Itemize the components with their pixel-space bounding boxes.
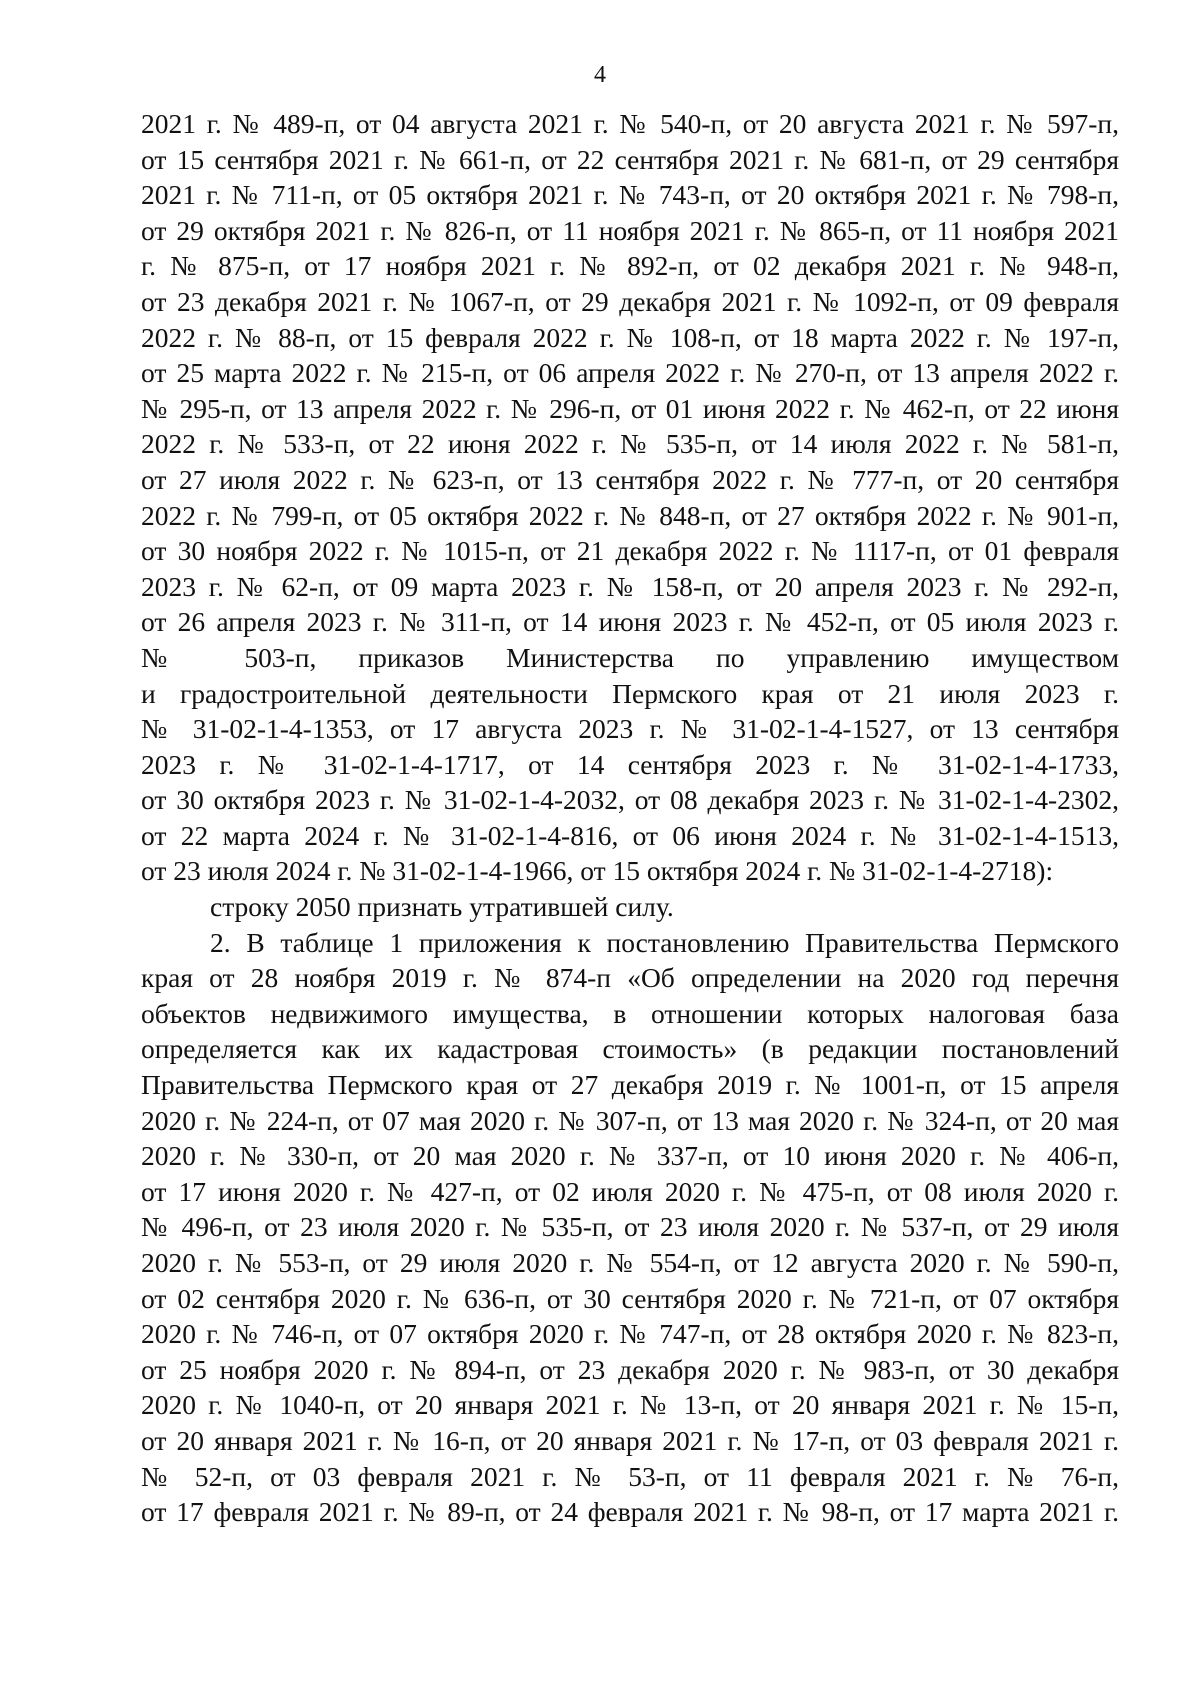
text-line: от 23 декабря 2021 г. № 1067-п, от 29 декабря 2021 г. № 1092-п, от 09 февраля	[141, 285, 1119, 317]
text-line: и градостроительной деятельности Пермского края от 21 июля 2023 г.	[141, 677, 1119, 709]
page-number: 4	[594, 62, 606, 88]
document-body	[141, 106, 1119, 1530]
text-line: 2021 г. № 711-п, от 05 октября 2021 г. № 743-п, от 20 октября 2021 г. № 798-п,	[141, 179, 1119, 211]
text-line: определяется как их кадастровая стоимость» (в редакции постановлений	[141, 1033, 1119, 1065]
text-line: № 52-п, от 03 февраля 2021 г. № 53-п, от 11 февраля 2021 г. № 76-п,	[141, 1460, 1119, 1492]
text-line: от 23 июля 2024 г. № 31-02-1-4-1966, от 15 октября 2024 г. № 31-02-1-4-2718):	[141, 855, 1054, 887]
text-line: 2020 г. № 746-п, от 07 октября 2020 г. № 747-п, от 28 октября 2020 г. № 823-п,	[141, 1318, 1119, 1350]
text-line: от 15 сентября 2021 г. № 661-п, от 22 сентября 2021 г. № 681-п, от 29 сентября	[141, 143, 1119, 175]
text-line: 2022 г. № 533-п, от 22 июня 2022 г. № 535-п, от 14 июля 2022 г. № 581-п,	[141, 428, 1119, 460]
text-line: строку 2050 признать утратившей силу.	[210, 891, 674, 923]
text-line: 2020 г. № 1040-п, от 20 января 2021 г. № 13-п, от 20 января 2021 г. № 15-п,	[141, 1389, 1119, 1421]
text-line: № 503-п, приказов Министерства по управлению имуществом	[141, 641, 1119, 673]
text-line: 2020 г. № 224-п, от 07 мая 2020 г. № 307-п, от 13 мая 2020 г. № 324-п, от 20 мая	[141, 1104, 1119, 1136]
text-line: № 496-п, от 23 июля 2020 г. № 535-п, от 23 июля 2020 г. № 537-п, от 29 июля	[141, 1211, 1119, 1243]
text-line: 2. В таблице 1 приложения к постановлению Правительства Пермского	[210, 926, 1119, 958]
text-line: от 27 июля 2022 г. № 623-п, от 13 сентября 2022 г. № 777-п, от 20 сентября	[141, 463, 1119, 495]
text-line: от 17 июня 2020 г. № 427-п, от 02 июля 2020 г. № 475-п, от 08 июля 2020 г.	[141, 1175, 1119, 1207]
text-line: объектов недвижимого имущества, в отношении которых налоговая база	[141, 997, 1119, 1029]
text-line: 2022 г. № 88-п, от 15 февраля 2022 г. № 108-п, от 18 марта 2022 г. № 197-п,	[141, 321, 1119, 353]
text-line: 2021 г. № 489-п, от 04 августа 2021 г. № 540-п, от 20 августа 2021 г. № 597-п,	[141, 108, 1119, 139]
text-line: от 30 ноября 2022 г. № 1015-п, от 21 декабря 2022 г. № 1117-п, от 01 февраля	[141, 535, 1119, 567]
text-line: от 17 февраля 2021 г. № 89-п, от 24 февраля 2021 г. № 98-п, от 17 марта 2021 г.	[141, 1496, 1119, 1528]
text-line: 2023 г. № 62-п, от 09 марта 2023 г. № 158-п, от 20 апреля 2023 г. № 292-п,	[141, 570, 1119, 602]
text-line: от 02 сентября 2020 г. № 636-п, от 30 сентября 2020 г. № 721-п, от 07 октября	[141, 1282, 1119, 1314]
text-line: от 29 октября 2021 г. № 826-п, от 11 ноября 2021 г. № 865-п, от 11 ноября 2021	[141, 214, 1119, 246]
text-line: 2023 г. № 31-02-1-4-1717, от 14 сентября 2023 г. № 31-02-1-4-1733,	[141, 748, 1119, 780]
text-line: края от 28 ноября 2019 г. № 874-п «Об определении на 2020 год перечня	[141, 962, 1119, 994]
text-line: 2020 г. № 553-п, от 29 июля 2020 г. № 554-п, от 12 августа 2020 г. № 590-п,	[141, 1247, 1119, 1278]
text-line: № 31-02-1-4-1353, от 17 августа 2023 г. № 31-02-1-4-1527, от 13 сентября	[141, 713, 1119, 745]
text-line: от 22 марта 2024 г. № 31-02-1-4-816, от 06 июня 2024 г. № 31-02-1-4-1513,	[141, 819, 1119, 851]
text-line: № 295-п, от 13 апреля 2022 г. № 296-п, от 01 июня 2022 г. № 462-п, от 22 июня	[141, 392, 1119, 424]
text-line: от 25 марта 2022 г. № 215-п, от 06 апреля 2022 г. № 270-п, от 13 апреля 2022 г.	[141, 357, 1119, 389]
text-line: Правительства Пермского края от 27 декабря 2019 г. № 1001-п, от 15 апреля	[141, 1069, 1119, 1101]
text-line: г. № 875-п, от 17 ноября 2021 г. № 892-п, от 02 декабря 2021 г. № 948-п,	[141, 250, 1119, 282]
text-line: от 20 января 2021 г. № 16-п, от 20 января 2021 г. № 17-п, от 03 февраля 2021 г.	[141, 1424, 1119, 1456]
text-line: от 30 октября 2023 г. № 31-02-1-4-2032, от 08 декабря 2023 г. № 31-02-1-4-2302,	[141, 784, 1119, 816]
text-line: 2022 г. № 799-п, от 05 октября 2022 г. № 848-п, от 27 октября 2022 г. № 901-п,	[141, 499, 1119, 531]
text-line: от 26 апреля 2023 г. № 311-п, от 14 июня 2023 г. № 452-п, от 05 июля 2023 г.	[141, 606, 1119, 638]
text-line: от 25 ноября 2020 г. № 894-п, от 23 декабря 2020 г. № 983-п, от 30 декабря	[141, 1353, 1119, 1385]
text-line: 2020 г. № 330-п, от 20 мая 2020 г. № 337-п, от 10 июня 2020 г. № 406-п,	[141, 1140, 1119, 1172]
